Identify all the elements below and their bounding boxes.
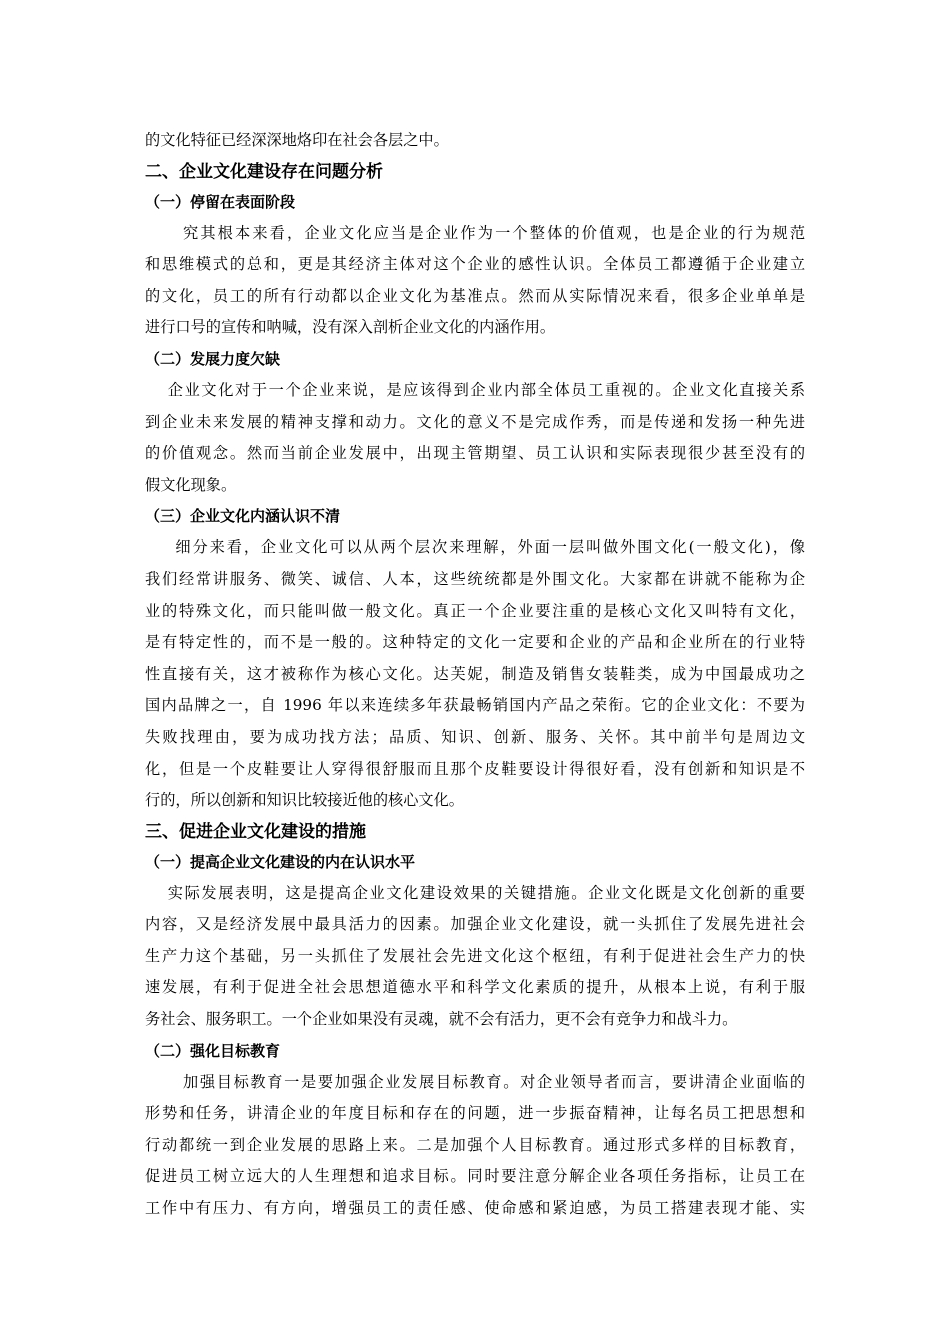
paragraph-line: 和思维模式的总和，更是其经济主体对这个企业的感性认识。全体员工都遵循于企业建立 <box>145 255 805 274</box>
paragraph-line: 的价值观念。然而当前企业发展中，出现主管期望、员工认识和实际表现很少甚至没有的 <box>145 444 805 463</box>
section-2-2-heading: （二）发展力度欠缺 <box>145 349 281 368</box>
section-2-3-heading: （三）企业文化内涵认识不清 <box>145 507 341 526</box>
paragraph-line: 速发展，有利于促进全社会思想道德水平和科学文化素质的提升，从根本上说，有利于服 <box>145 978 805 997</box>
paragraph-line: 生产力这个基础，另一头抓住了发展社会先进文化这个枢纽，有利于促进社会生产力的快 <box>145 946 805 965</box>
document-body <box>145 125 805 1225</box>
paragraph-line: 假文化现象。 <box>145 475 237 494</box>
section-2-2-paragraph <box>145 375 805 501</box>
paragraph-line: 企业文化对于一个企业来说，是应该得到企业内部全体员工重视的。企业文化直接关系 <box>167 380 805 399</box>
paragraph-line: 内容，又是经济发展中最具活力的因素。加强企业文化建设，就一头抓住了发展先进社会 <box>145 915 805 934</box>
paragraph-line: 实际发展表明，这是提高企业文化建设效果的关键措施。企业文化既是文化创新的重要 <box>167 883 805 902</box>
paragraph-line: 化，但是一个皮鞋要让人穿得很舒服而且那个皮鞋要设计得很好看，没有创新和知识是不 <box>145 759 805 778</box>
section-3-1-heading: （一）提高企业文化建设的内在认识水平 <box>145 852 416 871</box>
section-3-1-paragraph <box>145 878 805 1036</box>
paragraph-line: 国内品牌之一，自 1996 年以来连续多年获最畅销国内产品之荣衔。它的企业文化：不要为 <box>145 696 805 715</box>
paragraph-line: 业的特殊文化，而只能叫做一般文化。真正一个企业要注重的是核心文化又叫特有文化， <box>145 601 805 620</box>
section-2-1-paragraph <box>145 218 805 344</box>
section-2-1-heading: （一）停留在表面阶段 <box>145 192 296 211</box>
section-2-3-paragraph <box>145 532 805 816</box>
intro-line: 的文化特征已经深深地烙印在社会各层之中。 <box>145 131 449 149</box>
paragraph-line: 行动都统一到企业发展的思路上来。二是加强个人目标教育。通过形式多样的目标教育， <box>145 1135 805 1154</box>
paragraph-line: 进行口号的宣传和呐喊，没有深入剖析企业文化的内涵作用。 <box>145 318 556 337</box>
section-3-2-heading: （二）强化目标教育 <box>145 1041 281 1060</box>
paragraph-line: 行的，所以创新和知识比较接近他的核心文化。 <box>145 791 464 810</box>
section-3-heading: 三、促进企业文化建设的措施 <box>145 821 366 842</box>
paragraph-line: 我们经常讲服务、微笑、诚信、人本，这些统统都是外围文化。大家都在讲就不能称为企 <box>145 569 805 588</box>
paragraph-line: 促进员工树立远大的人生理想和追求目标。同时要注意分解企业各项任务指标，让员工在 <box>145 1167 805 1186</box>
section-3-2-paragraph <box>145 1067 805 1225</box>
paragraph-line: 的文化，员工的所有行动都以企业文化为基准点。然而从实际情况来看，很多企业单单是 <box>145 286 805 305</box>
paragraph-line: 工作中有压力、有方向，增强员工的责任感、使命感和紧迫感，为员工搭建表现才能、实 <box>145 1199 805 1218</box>
paragraph-line: 究其根本来看，企业文化应当是企业作为一个整体的价值观，也是企业的行为规范 <box>183 223 805 242</box>
paragraph-line: 加强目标教育一是要加强企业发展目标教育。对企业领导者而言，要讲清企业面临的 <box>183 1072 805 1091</box>
paragraph-line: 性直接有关，这才被称作为核心文化。达芙妮，制造及销售女装鞋类，成为中国最成功之 <box>145 664 805 683</box>
section-2-heading: 二、企业文化建设存在问题分析 <box>145 161 383 182</box>
paragraph-line: 务社会、服务职工。一个企业如果没有灵魂，就不会有活力，更不会有竞争力和战斗力。 <box>145 1010 738 1029</box>
paragraph-line: 细分来看，企业文化可以从两个层次来理解，外面一层叫做外围文化(一般文化)，像 <box>175 538 805 557</box>
paragraph-line: 到企业未来发展的精神支撑和动力。文化的意义不是完成作秀，而是传递和发扬一种先进 <box>145 412 805 431</box>
paragraph-line: 形势和任务，讲清企业的年度目标和存在的问题，进一步振奋精神，让每名员工把思想和 <box>145 1104 805 1123</box>
paragraph-line: 是有特定性的，而不是一般的。这种特定的文化一定要和企业的产品和企业所在的行业特 <box>145 633 805 652</box>
paragraph-line: 失败找理由，要为成功找方法；品质、知识、创新、服务、关怀。其中前半句是周边文 <box>145 727 805 746</box>
